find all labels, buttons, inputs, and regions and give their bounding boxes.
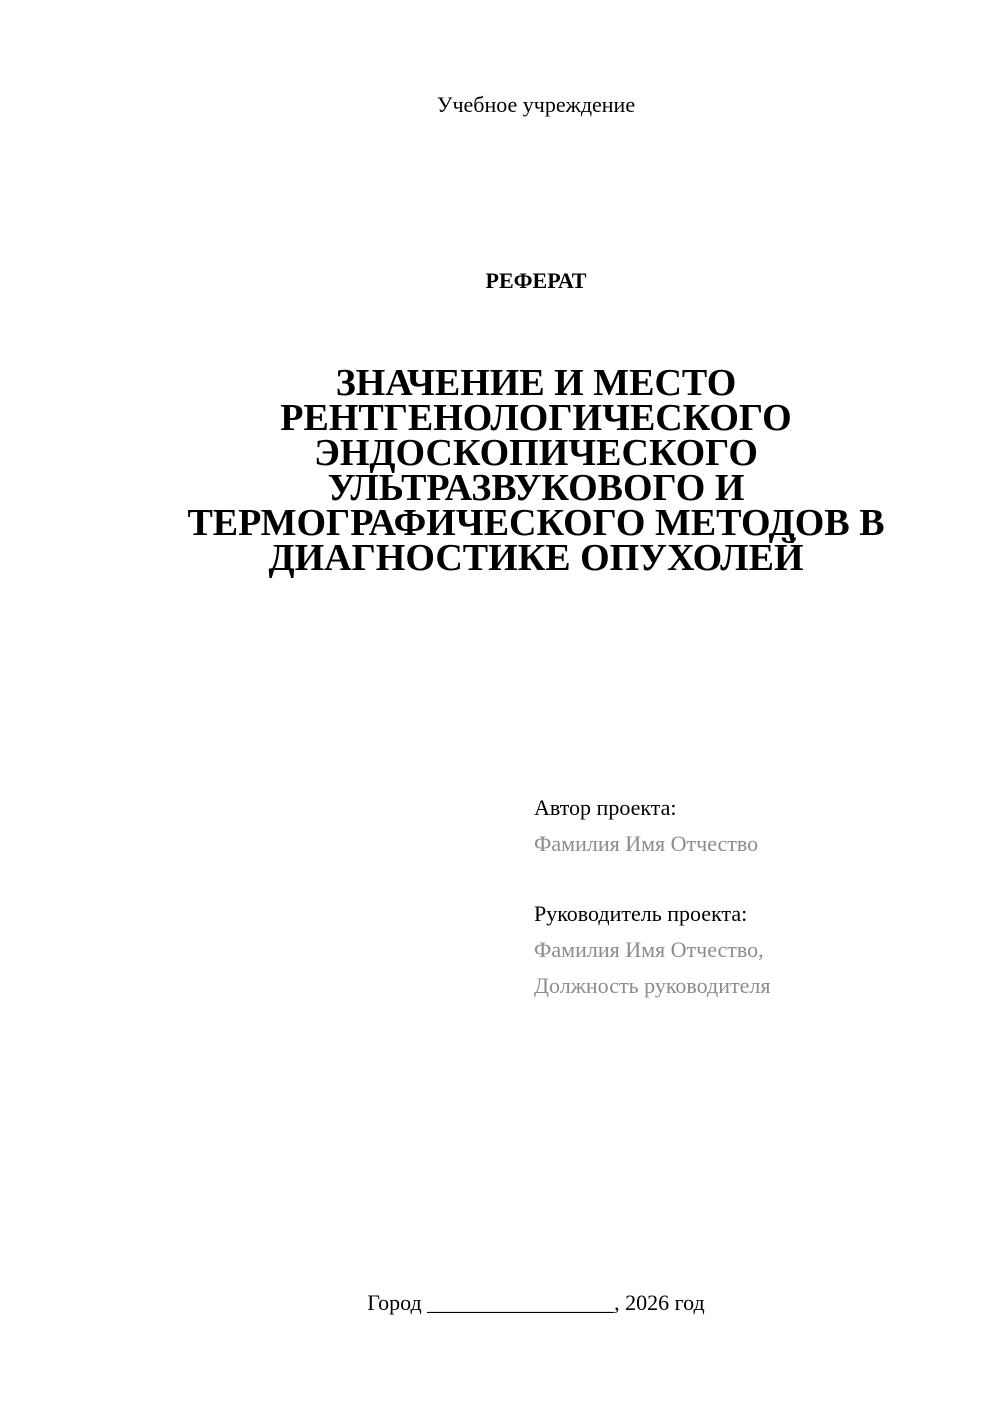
title-line: УЛЬТРАЗВУКОВОГО И bbox=[327, 467, 745, 509]
title-line: ЗНАЧЕНИЕ И МЕСТО bbox=[335, 362, 737, 404]
institution-name: Учебное учреждение bbox=[436, 92, 636, 117]
title-line: ДИАГНОСТИКЕ ОПУХОЛЕЙ bbox=[268, 537, 804, 579]
supervisor-label: Руководитель проекта: bbox=[534, 901, 748, 926]
signature-block bbox=[534, 790, 954, 1004]
document-title bbox=[150, 362, 922, 579]
author-label: Автор проекта: bbox=[534, 795, 677, 820]
title-line: РЕНТГЕНОЛОГИЧЕСКОГО bbox=[280, 397, 792, 439]
title-line: ТЕРМОГРАФИЧЕСКОГО МЕТОДОВ В bbox=[187, 502, 885, 544]
spacer bbox=[534, 862, 954, 896]
title-line: ЭНДОСКОПИЧЕСКОГО bbox=[314, 432, 758, 474]
supervisor-position: Должность руководителя bbox=[534, 973, 771, 998]
author-name: Фамилия Имя Отчество bbox=[534, 831, 759, 856]
supervisor-name: Фамилия Имя Отчество, bbox=[534, 937, 764, 962]
document-type: РЕФЕРАТ bbox=[485, 268, 587, 293]
city-year-line: Город _________________, 2026 год bbox=[367, 1290, 705, 1315]
